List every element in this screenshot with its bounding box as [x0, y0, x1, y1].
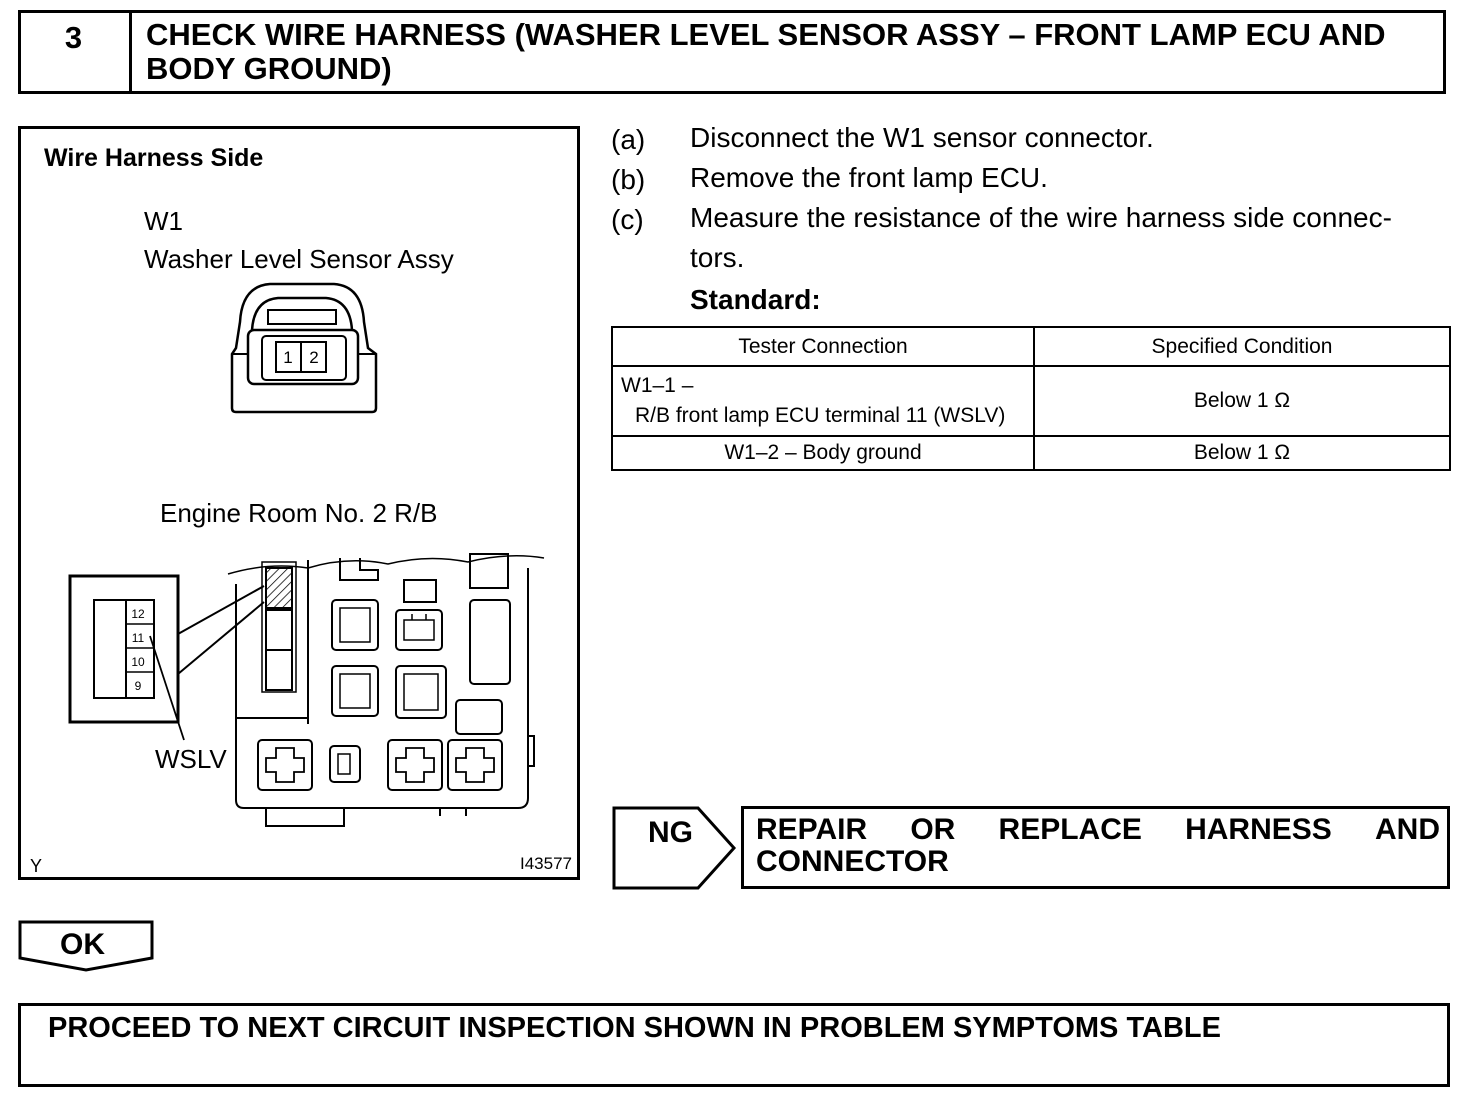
final-action-text: PROCEED TO NEXT CIRCUIT INSPECTION SHOWN IN PROBLEM SYMPTOMS TABLE [48, 1012, 1221, 1044]
instruction-b-letter: (b) [611, 164, 646, 195]
instruction-b-text: Remove the front lamp ECU. [690, 162, 1048, 193]
relay-pin-11: 11 [131, 631, 145, 645]
connector-pin-2: 2 [309, 348, 319, 367]
ng-word: OR [910, 813, 956, 846]
connector-name: Washer Level Sensor Assy [144, 244, 454, 274]
table-header-row [612, 327, 1450, 366]
instruction-a-text: Disconnect the W1 sensor connector. [690, 122, 1154, 153]
instruction-a-letter: (a) [611, 124, 646, 155]
table-header: Specified Condition [1034, 327, 1450, 366]
instruction-c-text-cont: tors. [690, 242, 745, 273]
table-row [612, 366, 1450, 436]
ng-word: REPLACE [998, 813, 1142, 846]
ng-word: HARNESS [1185, 813, 1332, 846]
relay-pin-12: 12 [131, 607, 145, 621]
connection-line-1: W1–1 – [621, 374, 694, 397]
instruction-c-letter: (c) [611, 204, 644, 235]
ng-word: AND [1375, 813, 1440, 846]
ng-text-line-2: CONNECTOR [756, 845, 949, 878]
connector-code: W1 [144, 206, 183, 236]
washer-sensor-connector-diagram [222, 278, 382, 414]
ng-text-line-1 [756, 814, 1440, 846]
table-cell-condition: Below 1 Ω [1034, 436, 1450, 470]
connection-line-2: R/B front lamp ECU terminal 11 (WSLV) [635, 404, 1006, 427]
table-cell-condition: Below 1 Ω [1034, 366, 1450, 436]
standard-label: Standard: [690, 284, 821, 315]
instruction-c-text: Measure the resistance of the wire harness side connec- [690, 202, 1392, 233]
spec-table [611, 326, 1451, 471]
table-header: Tester Connection [612, 327, 1034, 366]
relay-block-label: Engine Room No. 2 R/B [160, 498, 438, 528]
relay-block-diagram [68, 550, 548, 840]
ng-word: REPAIR [756, 813, 868, 846]
figure-heading: Wire Harness Side [44, 144, 264, 172]
table-cell-connection: W1–2 – Body ground [612, 436, 1034, 470]
ng-label: NG [648, 816, 693, 849]
relay-pin-9: 9 [134, 679, 142, 693]
ng-result-text [756, 814, 1440, 878]
step-title: CHECK WIRE HARNESS (WASHER LEVEL SENSOR ASSY – FRONT LAMP ECU AND BODY GROUND) [146, 17, 1386, 86]
table-row [612, 436, 1450, 470]
connector-pin-1: 1 [283, 348, 293, 367]
ok-label: OK [60, 928, 105, 961]
terminal-label: WSLV [155, 744, 227, 774]
relay-pin-10: 10 [131, 655, 145, 669]
step-number: 3 [18, 10, 132, 94]
table-cell-connection [612, 366, 1034, 436]
corner-mark: Y [30, 856, 43, 876]
figure-id: I43577 [520, 854, 572, 873]
